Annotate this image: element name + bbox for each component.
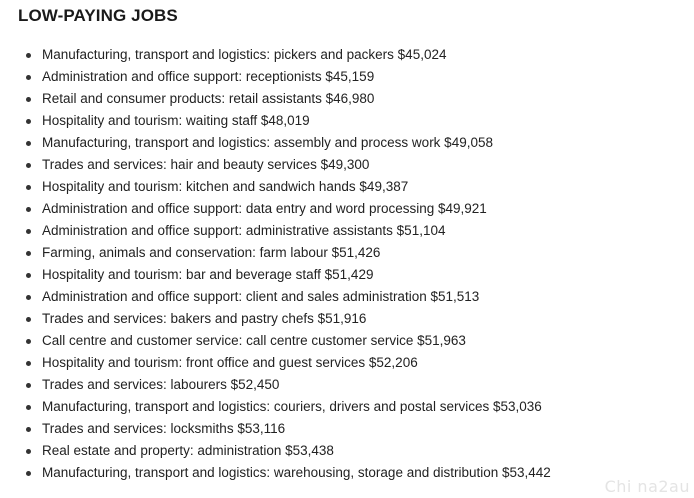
list-item-text: Trades and services: locksmiths $53,116: [42, 421, 286, 436]
list-item-text: Manufacturing, transport and logistics: assembly and process work $49,058: [42, 135, 493, 150]
bullet-icon: [26, 185, 31, 190]
bullet-icon: [26, 97, 31, 102]
bullet-icon: [26, 53, 31, 58]
page-title: LOW-PAYING JOBS: [18, 6, 178, 25]
watermark: Chi na2au: [604, 477, 690, 496]
bullet-icon: [26, 383, 31, 388]
list-item-text: Hospitality and tourism: bar and beverage staff $51,429: [42, 267, 374, 282]
bullet-icon: [26, 471, 31, 476]
bullet-icon: [26, 449, 31, 454]
list-item-text: Farming, animals and conservation: farm labour $51,426: [42, 245, 381, 260]
bullet-icon: [26, 141, 31, 146]
bullet-icon: [26, 317, 31, 322]
list-item-text: Administration and office support: receptionists $45,159: [42, 69, 375, 84]
list-item-text: Hospitality and tourism: front office and guest services $52,206: [42, 355, 418, 370]
bullet-icon: [26, 251, 31, 256]
list-item-text: Trades and services: hair and beauty services $49,300: [42, 157, 370, 172]
list-item-text: Hospitality and tourism: kitchen and sandwich hands $49,387: [42, 179, 409, 194]
bullet-icon: [26, 119, 31, 124]
list-item-text: Manufacturing, transport and logistics: warehousing, storage and distribution $53,442: [42, 465, 551, 480]
list-item-text: Administration and office support: administrative assistants $51,104: [42, 223, 446, 238]
list-item-text: Hospitality and tourism: waiting staff $48,019: [42, 113, 310, 128]
list-item-text: Retail and consumer products: retail assistants $46,980: [42, 91, 375, 106]
bullet-icon: [26, 75, 31, 80]
list-item-text: Administration and office support: data entry and word processing $49,921: [42, 201, 487, 216]
bullet-icon: [26, 207, 31, 212]
bullet-icon: [26, 295, 31, 300]
bullet-icon: [26, 273, 31, 278]
bullet-icon: [26, 427, 31, 432]
bullet-icon: [26, 405, 31, 410]
bullet-icon: [26, 339, 31, 344]
list-item-text: Trades and services: labourers $52,450: [42, 377, 280, 392]
bullet-icon: [26, 163, 31, 168]
list-item-text: Trades and services: bakers and pastry chefs $51,916: [42, 311, 367, 326]
bullet-icon: [26, 361, 31, 366]
list-item-text: Call centre and customer service: call centre customer service $51,963: [42, 333, 466, 348]
list-item-text: Manufacturing, transport and logistics: pickers and packers $45,024: [42, 47, 447, 62]
list-item-text: Manufacturing, transport and logistics: couriers, drivers and postal services $53,036: [42, 399, 542, 414]
list-item-text: Administration and office support: client and sales administration $51,513: [42, 289, 480, 304]
list-item-text: Real estate and property: administration $53,438: [42, 443, 334, 458]
bullet-icon: [26, 229, 31, 234]
